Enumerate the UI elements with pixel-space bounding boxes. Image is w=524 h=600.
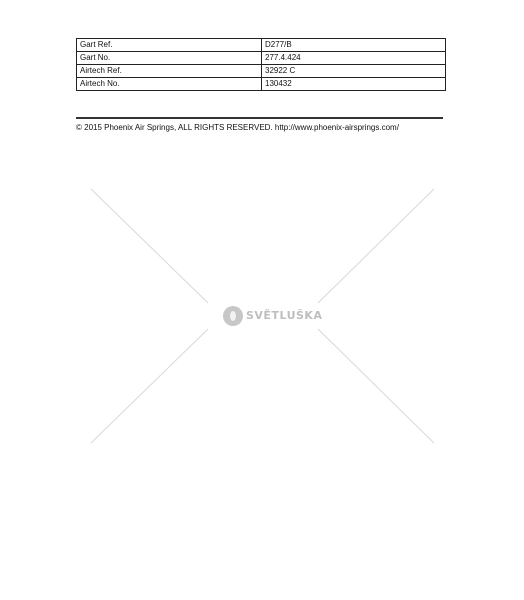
row-key: Gart No. — [77, 52, 262, 65]
watermark-line — [318, 189, 434, 303]
watermark-line — [318, 329, 434, 443]
row-value: 130432 — [262, 78, 446, 91]
watermark-line — [91, 329, 208, 443]
watermark-logo — [223, 305, 322, 327]
logo-name: SVĚTLUŠKA — [246, 309, 323, 322]
row-value: D277/B — [262, 39, 446, 52]
row-key: Airtech No. — [77, 78, 262, 91]
row-key: Gart Ref. — [77, 39, 262, 52]
firefly-logo-icon — [223, 306, 243, 326]
row-key: Airtech Ref. — [77, 65, 262, 78]
copyright-text: © 2015 Phoenix Air Springs, ALL RIGHTS RESERVED. http://www.phoenix-airsprings.com/ — [76, 123, 399, 132]
row-value: 32922 C — [262, 65, 446, 78]
row-value: 277.4.424 — [262, 52, 446, 65]
watermark-line — [91, 189, 208, 303]
